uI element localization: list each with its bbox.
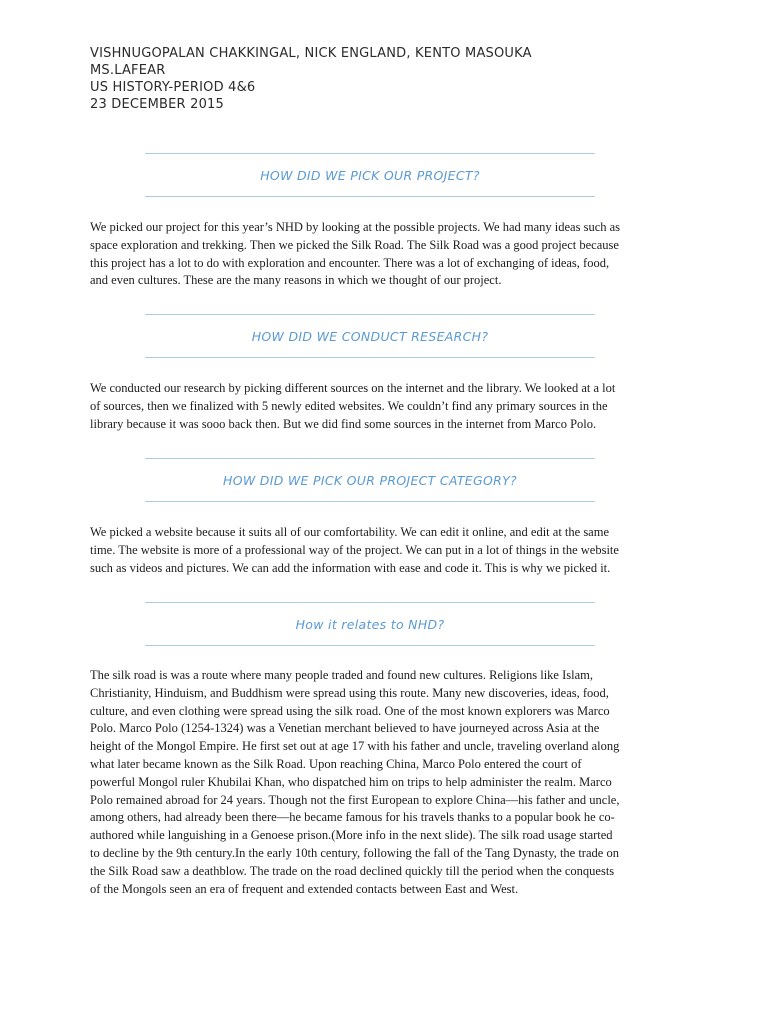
paragraph-line: and even cultures. These are the many reasons in which we thought of our project. [90, 273, 502, 288]
section-paragraph-project-category [90, 524, 680, 577]
paragraph-line: among others, had already been there—he became famous for his travels thanks to a popular book he co- [90, 810, 615, 825]
paragraph-line: this project has a lot to do with exploration and encounter. There was a lot of exchanging of ideas, food, [90, 255, 610, 270]
paragraph-line: Polo. Marco Polo (1254-1324) was a Venetian merchant believed to have journeyed across Asia at the [90, 721, 600, 736]
paragraph-line: space exploration and trekking. Then we picked the Silk Road. The Silk Road was a good project because [90, 237, 619, 252]
document-header [90, 45, 532, 113]
authors-line: VISHNUGOPALAN CHAKKINGAL, NICK ENGLAND, KENTO MASOUKA [90, 46, 532, 61]
section-paragraph-relates-to-nhd [90, 667, 680, 898]
course-line: US HISTORY-PERIOD 4&6 [90, 80, 256, 95]
section-heading-project-category: HOW DID WE PICK OUR PROJECT CATEGORY? [145, 458, 595, 502]
section-paragraph-pick-project [90, 219, 680, 290]
paragraph-line: of the Mongols seen an era of frequent and extended contacts between East and West. [90, 881, 519, 896]
paragraph-line: what later became known as the Silk Road. Upon reaching China, Marco Polo entered the court of [90, 756, 582, 771]
date-line: 23 DECEMBER 2015 [90, 97, 224, 112]
paragraph-line: library because it was sooo back then. But we did find some sources in the internet from Marco Polo. [90, 416, 597, 431]
paragraph-line: The silk road is was a route where many people traded and found new cultures. Religions like Islam, [90, 668, 593, 682]
paragraph-line: powerful Mongol ruler Khubilai Khan, who dispatched him on trips to help administer the realm. Marco [90, 774, 612, 789]
paragraph-line: Polo remained abroad for 24 years. Though not the first European to explore China—his father and uncle, [90, 792, 620, 807]
paragraph-line: authored while languishing in a Genoese prison.(More info in the next slide). The silk road usage started [90, 828, 613, 843]
paragraph-line: of sources, then we finalized with 5 newly edited websites. We couldn’t find any primary sources in the [90, 398, 608, 413]
paragraph-line: We picked a website because it suits all of our comfortability. We can edit it online, and edit at the same [90, 525, 610, 539]
paragraph-line: We conducted our research by picking different sources on the internet and the library. We looked at a lot [90, 381, 616, 395]
section-heading-pick-project: HOW DID WE PICK OUR PROJECT? [145, 153, 595, 197]
paragraph-line: such as videos and pictures. We can add the information with ease and code it. This is why we picked it. [90, 560, 611, 575]
paragraph-line: time. The website is more of a professional way of the project. We can put in a lot of things in the website [90, 542, 619, 557]
section-heading-relates-to-nhd: How it relates to NHD? [145, 602, 595, 646]
section-paragraph-conduct-research [90, 380, 680, 433]
section-heading-conduct-research: HOW DID WE CONDUCT RESEARCH? [145, 314, 595, 358]
paragraph-line: culture, and even clothing were spread using the silk road. One of the most known explorers was Marco [90, 703, 610, 718]
paragraph-line: height of the Mongol Empire. He first set out at age 17 with his father and uncle, traveling overland along [90, 739, 620, 754]
paragraph-line: the Silk Road saw a deathblow. The trade on the road declined quickly till the period when the conquests [90, 863, 615, 878]
paragraph-line: Christianity, Hinduism, and Buddhism were spread using this route. Many new discoveries, ideas, food, [90, 685, 609, 700]
paragraph-line: We picked our project for this year’s NHD by looking at the possible projects. We had many ideas such as [90, 220, 621, 234]
paragraph-line: to decline by the 9th century.In the early 10th century, following the fall of the Tang Dynasty, the trade on [90, 845, 619, 860]
teacher-line: MS.LAFEAR [90, 63, 166, 78]
